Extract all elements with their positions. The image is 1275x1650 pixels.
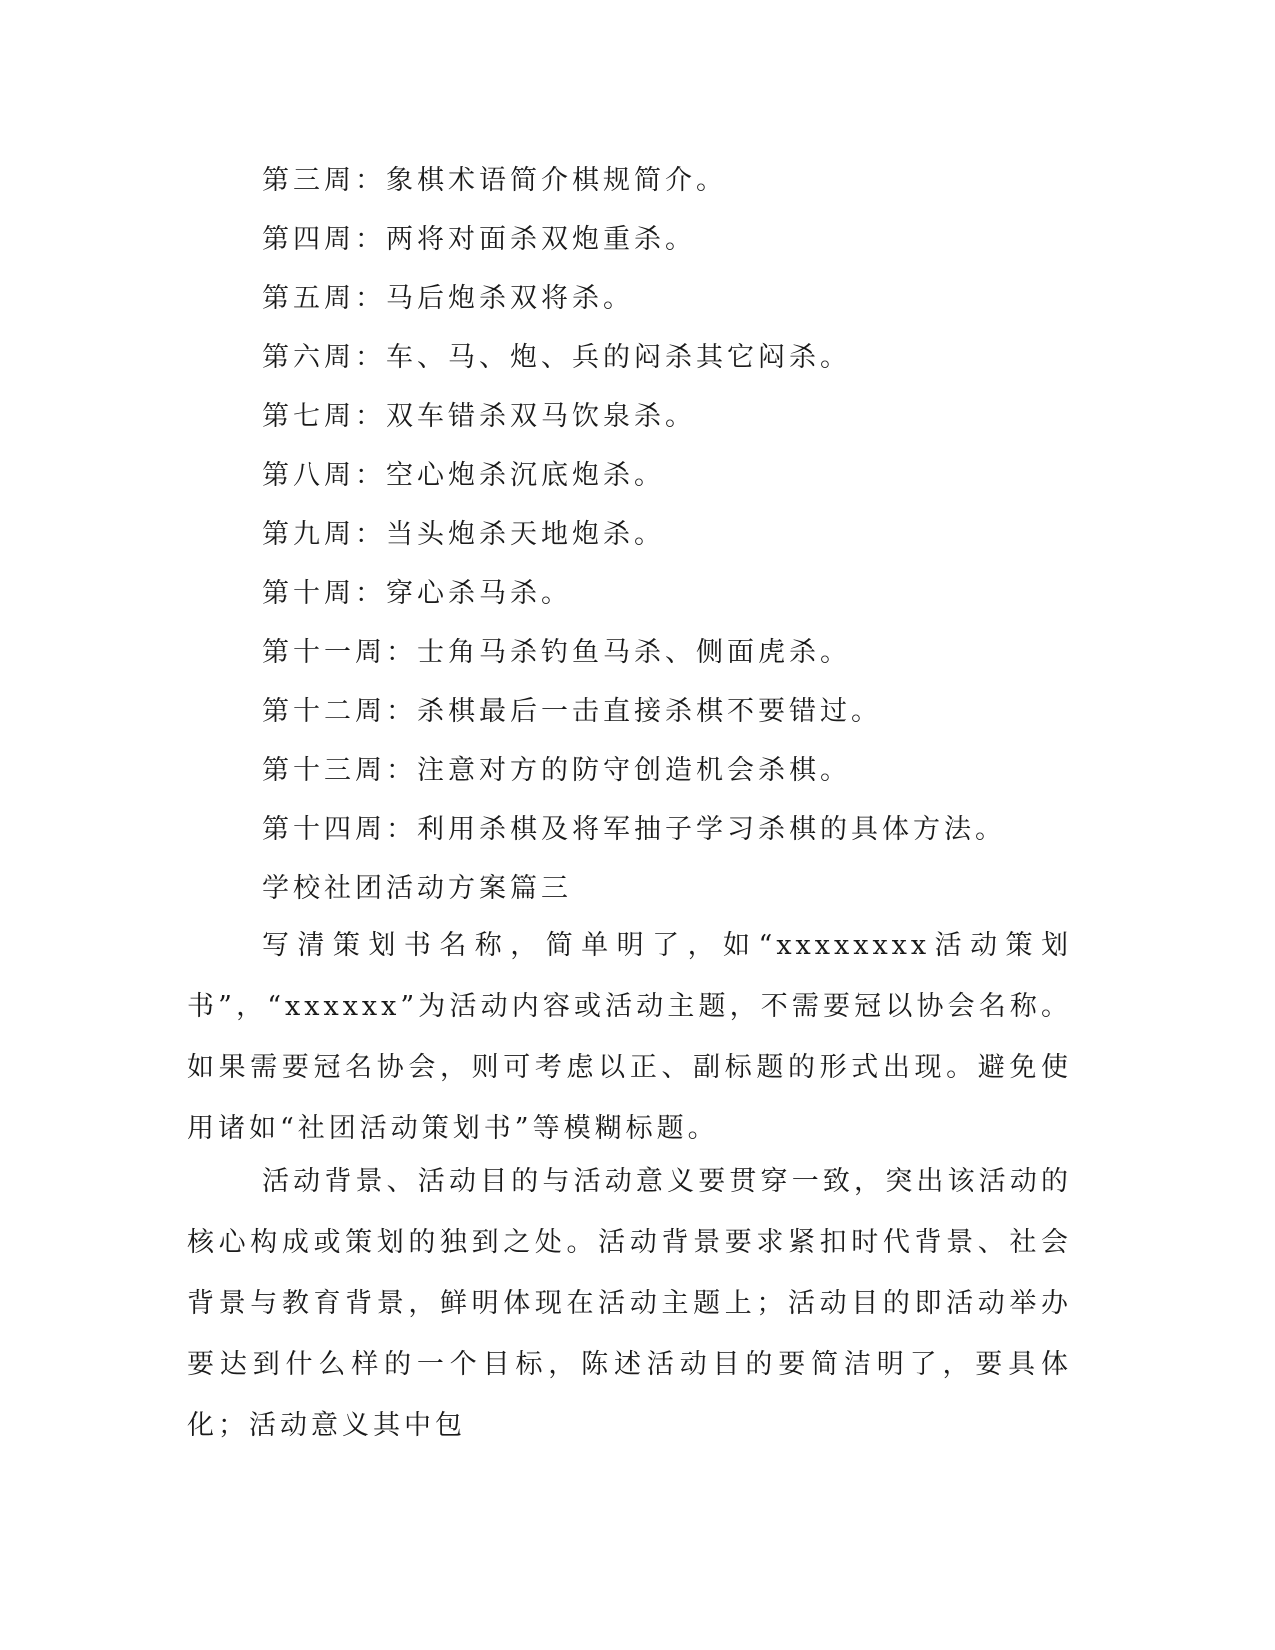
schedule-line-week-4: 第四周：两将对面杀双炮重杀。 (262, 224, 696, 255)
schedule-line-week-3: 第三周：象棋术语简介棋规简介。 (262, 165, 727, 196)
schedule-line-week-5: 第五周：马后炮杀双将杀。 (262, 283, 634, 314)
schedule-line-week-13: 第十三周：注意对方的防守创造机会杀棋。 (262, 755, 851, 786)
schedule-line-week-9: 第九周：当头炮杀天地炮杀。 (262, 519, 665, 550)
body-paragraph-2: 活动背景、活动目的与活动意义要贯穿一致，突出该活动的核心构成或策划的独到之处。活动背景要求紧扣时代背景、社会背景与教育背景，鲜明体现在活动主题上；活动目的即活动举办要达到什么样的一个目标，陈述活动目的要简洁明了，要具体化；活动意义其中包 (187, 1166, 1072, 1441)
schedule-line-week-11: 第十一周：士角马杀钓鱼马杀、侧面虎杀。 (262, 637, 851, 668)
schedule-line-week-8: 第八周：空心炮杀沉底炮杀。 (262, 460, 665, 491)
schedule-line-week-10: 第十周：穿心杀马杀。 (262, 578, 572, 609)
schedule-line-week-7: 第七周：双车错杀双马饮泉杀。 (262, 401, 696, 432)
schedule-line-week-12: 第十二周：杀棋最后一击直接杀棋不要错过。 (262, 696, 882, 727)
section-title: 学校社团活动方案篇三 (262, 873, 572, 904)
body-paragraph-1: 写清策划书名称，简单明了，如“xxxxxxxx活动策划书”，“xxxxxx”为活动内容或活动主题，不需要冠以协会名称。如果需要冠名协会，则可考虑以正、副标题的形式出现。避免使用诸如“社团活动策划书”等模糊标题。 (187, 930, 1072, 1144)
schedule-line-week-6: 第六周：车、马、炮、兵的闷杀其它闷杀。 (262, 342, 851, 373)
schedule-line-week-14: 第十四周：利用杀棋及将军抽子学习杀棋的具体方法。 (262, 814, 1006, 845)
